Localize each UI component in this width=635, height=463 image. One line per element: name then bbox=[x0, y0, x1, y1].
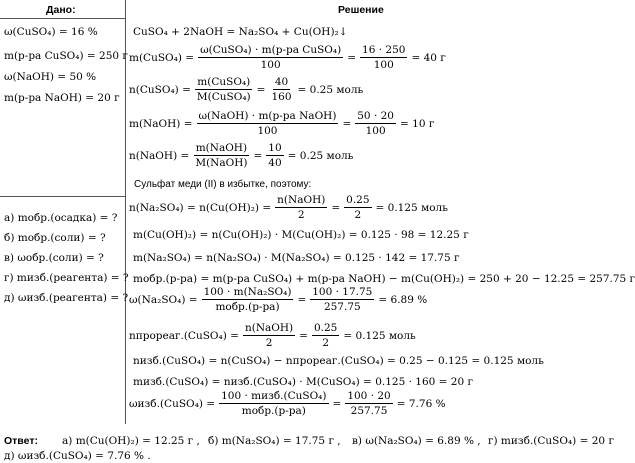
row-result: = 40 г bbox=[411, 51, 446, 64]
answer-b: б) m(Na₂SO₄) = 17.75 г , bbox=[208, 435, 341, 447]
denominator: 2 bbox=[297, 209, 305, 221]
calc-row-mass-excess: mизб.(CuSO₄) = nизб.(CuSO₄) · M(CuSO₄) = 0.125 · 160 = 20 г bbox=[133, 376, 473, 388]
row-lhs: m(CuSO₄) = bbox=[129, 51, 195, 64]
denominator: 257.75 bbox=[350, 405, 388, 417]
given-item: ω(CuSO₄) = 16 % bbox=[4, 26, 98, 38]
reaction-equation: CuSO₄ + 2NaOH = Na₂SO₄ + Cu(OH)₂↓ bbox=[133, 26, 348, 38]
equals: = bbox=[299, 329, 308, 342]
numerator: 16 · 250 bbox=[362, 44, 406, 56]
fraction bbox=[360, 44, 407, 71]
fraction bbox=[312, 322, 339, 349]
numerator: ω(NaOH) · m(р-ра NaOH) bbox=[198, 110, 337, 122]
row-lhs: n(NaOH) = bbox=[129, 149, 190, 162]
denominator: mобр.(р-ра) bbox=[241, 405, 306, 417]
equals: = bbox=[297, 293, 307, 306]
equals: = bbox=[331, 201, 341, 214]
calc-row-mass-solution: mобр.(р-ра) = m(р-ра CuSO₄) + m(р-ра NaOH) − m(Cu(OH)₂) = 250 + 20 − 12.25 = 257.75 г bbox=[133, 273, 635, 285]
denominator: 40 bbox=[268, 157, 282, 169]
answer-a: а) m(Cu(OH)₂) = 12.25 г , bbox=[62, 435, 200, 447]
numerator: 50 · 20 bbox=[357, 110, 394, 122]
denominator: 257.75 bbox=[323, 301, 361, 313]
denominator: 100 bbox=[260, 59, 281, 71]
calc-row-mass-salt: m(Na₂SO₄) = n(Na₂SO₄) · M(Na₂SO₄) = 0.125 · 142 = 17.75 г bbox=[133, 252, 460, 264]
calc-row-moles-naoh bbox=[129, 142, 353, 169]
fraction bbox=[345, 390, 392, 417]
find-item: а) mобр.(осадка) = ? bbox=[4, 212, 118, 224]
answer-label-text: Ответ: bbox=[4, 435, 38, 447]
denominator: 100 bbox=[257, 125, 278, 137]
numerator: 100 · 17.75 bbox=[312, 286, 373, 298]
row-result: = 7.76 % bbox=[396, 397, 446, 410]
denominator: 2 bbox=[354, 209, 362, 221]
row-lhs: m(NaOH) = bbox=[129, 117, 193, 130]
numerator: 10 bbox=[268, 142, 282, 154]
calc-row-moles-reacted bbox=[129, 322, 416, 349]
numerator: m(NaOH) bbox=[195, 142, 248, 154]
calc-row-fraction-salt bbox=[129, 286, 427, 313]
answer-d: г) mизб.(CuSO₄) = 20 г bbox=[488, 435, 614, 447]
fraction bbox=[310, 286, 374, 313]
fraction bbox=[243, 322, 295, 349]
given-item: m(р-ра NaOH) = 20 г bbox=[4, 92, 120, 104]
numerator: 100 · mизб.(CuSO₄) bbox=[221, 390, 327, 402]
calc-row-moles-products bbox=[129, 194, 448, 221]
row-lhs: n(Na₂SO₄) = n(Cu(OH)₂) = bbox=[129, 201, 272, 214]
denominator: 100 bbox=[365, 125, 386, 137]
numerator: 40 bbox=[274, 76, 289, 88]
answer-c: в) ω(Na₂SO₄) = 6.89 % , bbox=[352, 435, 481, 447]
numerator: 0.25 bbox=[346, 194, 370, 206]
fraction bbox=[266, 142, 283, 169]
equals: = bbox=[253, 149, 263, 162]
denominator: 100 bbox=[373, 59, 394, 71]
fraction bbox=[202, 286, 294, 313]
calc-row-fraction-excess bbox=[129, 390, 446, 417]
fraction bbox=[193, 142, 249, 169]
row-result: = 0.25 моль bbox=[297, 83, 364, 96]
equals: = bbox=[347, 51, 357, 64]
denominator: 160 bbox=[271, 91, 292, 103]
equals: = bbox=[332, 397, 342, 410]
equals: = bbox=[256, 83, 266, 96]
numerator: m(CuSO₄) bbox=[197, 76, 251, 88]
answer-label bbox=[4, 435, 38, 447]
row-lhs: ω(Na₂SO₄) = bbox=[129, 293, 198, 306]
find-item: д) ωизб.(реагента) = ? bbox=[4, 292, 129, 304]
fraction bbox=[195, 76, 253, 103]
denominator: 2 bbox=[265, 337, 273, 349]
numerator: ω(CuSO₄) · m(р-ра CuSO₄) bbox=[200, 44, 342, 56]
answer-e: д) ωизб.(CuSO₄) = 7.76 % . bbox=[4, 450, 151, 462]
row-result: = 0.125 моль bbox=[375, 201, 448, 214]
find-item: б) mобр.(соли) = ? bbox=[4, 232, 106, 244]
calc-row-mass-naoh bbox=[129, 110, 434, 137]
row-lhs: ωизб.(CuSO₄) = bbox=[129, 397, 216, 410]
column-divider bbox=[125, 0, 126, 424]
row-result: = 0.125 моль bbox=[343, 329, 416, 342]
row-lhs: n(CuSO₄) = bbox=[129, 83, 191, 96]
fraction bbox=[344, 194, 371, 221]
given-header: Дано: bbox=[46, 4, 76, 16]
fraction bbox=[219, 390, 328, 417]
fraction bbox=[275, 194, 327, 221]
numerator: 0.25 bbox=[313, 322, 338, 334]
denominator: mобр.(р-ра) bbox=[215, 301, 280, 313]
equals: = bbox=[342, 117, 352, 130]
fraction bbox=[197, 110, 339, 137]
numerator: n(NaOH) bbox=[277, 194, 326, 206]
numerator: n(NaOH) bbox=[244, 322, 294, 334]
find-item: в) ωобр.(соли) = ? bbox=[4, 252, 104, 264]
given-item: ω(NaOH) = 50 % bbox=[4, 71, 97, 83]
calc-row-moles-cuso4 bbox=[129, 76, 363, 103]
fraction bbox=[355, 110, 396, 137]
denominator: M(NaOH) bbox=[195, 157, 248, 169]
fraction bbox=[269, 76, 293, 103]
given-find-divider bbox=[0, 196, 125, 197]
calc-row-moles-excess: nизб.(CuSO₄) = n(CuSO₄) − nпрореаг.(CuSO₄) = 0.25 − 0.125 = 0.125 моль bbox=[133, 355, 544, 367]
header-divider-left bbox=[0, 18, 125, 19]
denominator: M(CuSO₄) bbox=[196, 91, 251, 103]
denominator: 2 bbox=[322, 337, 329, 349]
numerator: 100 · m(Na₂SO₄) bbox=[203, 286, 292, 298]
solution-header: Решение bbox=[338, 4, 384, 16]
find-item: г) mизб.(реагента) = ? bbox=[4, 272, 129, 284]
calc-row-mass-precipitate: m(Cu(OH)₂) = n(Cu(OH)₂) · M(Cu(OH)₂) = 0.125 · 98 = 12.25 г bbox=[133, 229, 469, 241]
row-result: = 6.89 % bbox=[378, 293, 428, 306]
row-result: = 0.25 моль bbox=[287, 149, 354, 162]
row-lhs: nпрореаг.(CuSO₄) = bbox=[129, 329, 239, 342]
numerator: 100 · 20 bbox=[347, 390, 391, 402]
calc-row-mass-cuso4 bbox=[129, 44, 446, 71]
row-result: = 10 г bbox=[400, 117, 435, 130]
fraction bbox=[198, 44, 343, 71]
given-item: m(р-ра CuSO₄) = 250 г bbox=[4, 50, 128, 62]
excess-note: Сульфат меди (II) в избытке, поэтому: bbox=[134, 179, 312, 190]
